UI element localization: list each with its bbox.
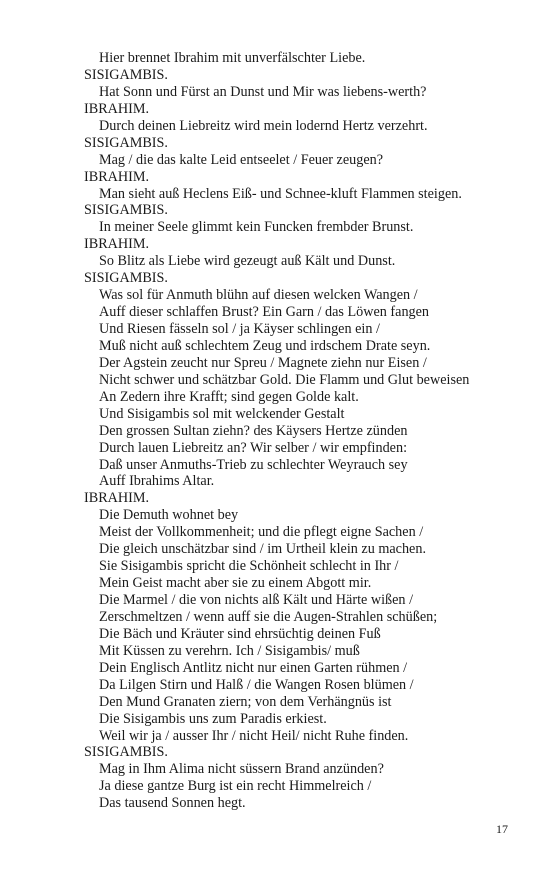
speaker-name: SISIGAMBIS.: [84, 134, 168, 151]
verse-line: Durch deinen Liebreitz wird mein lodernd Hertz verzehrt.: [99, 117, 428, 134]
speaker-name: SISIGAMBIS.: [84, 202, 168, 219]
verse-line: Auff Ibrahims Altar.: [99, 473, 215, 490]
verse-line: So Blitz als Liebe wird gezeugt auß Kält und Dunst.: [99, 253, 396, 270]
verse-line: Auff dieser schlaffen Brust? Ein Garn / das Löwen fangen: [99, 304, 430, 321]
verse-line: Die Marmel / die von nichts alß Kält und Härte wißen /: [99, 592, 414, 608]
verse-line: Und Riesen fässeln sol / ja Käyser schlingen ein /: [99, 321, 380, 337]
verse-line: Durch lauen Liebreitz an? Wir selber / wir empfinden:: [99, 439, 408, 456]
verse-line: Meist der Vollkommenheit; und die pflegt eigne Sachen /: [99, 524, 424, 541]
verse-line: Weil wir ja / ausser Ihr / nicht Heil/ nicht Ruhe finden.: [99, 727, 409, 744]
verse-line: Die gleich unschätzbar sind / im Urtheil klein zu machen.: [99, 541, 426, 558]
verse-line: Die Bäch und Kräuter sind ehrsüchtig deinen Fuß: [99, 625, 381, 642]
verse-line: Zerschmeltzen / wenn auff sie die Augen-Strahlen schüßen;: [99, 608, 438, 625]
verse-line: Mit Küssen zu verehrn. Ich / Sisigambis/ muß: [99, 642, 360, 659]
speaker-name: SISIGAMBIS.: [84, 66, 168, 83]
verse-line: Man sieht auß Heclens Eiß- und Schnee-kluft Flammen steigen.: [99, 185, 462, 202]
verse-line: Die Demuth wohnet bey: [99, 507, 239, 524]
verse-line: Mag / die das kalte Leid entseelet / Feuer zeugen?: [99, 151, 384, 168]
speaker-name: IBRAHIM.: [84, 236, 150, 253]
speaker-name: IBRAHIM.: [84, 168, 150, 185]
speaker-name: IBRAHIM.: [84, 490, 150, 507]
verse-line: Was sol für Anmuth blühn auf diesen welcken Wangen /: [99, 287, 418, 304]
verse-line: Sie Sisigambis spricht die Schönheit schlecht in Ihr /: [99, 558, 399, 575]
verse-line: Hat Sonn und Fürst an Dunst und Mir was liebens-werth?: [99, 83, 427, 100]
verse-line: Daß unser Anmuths-Trieb zu schlechter Weyrauch sey: [99, 456, 408, 473]
verse-line: In meiner Seele glimmt kein Funcken frembder Brunst.: [99, 219, 414, 236]
verse-line: Den Mund Granaten ziern; von dem Verhängnüs ist: [99, 693, 392, 710]
verse-line: Der Agstein zeucht nur Spreu / Magnete ziehn nur Eisen /: [99, 354, 427, 371]
verse-line: Ja diese gantze Burg ist ein recht Himmelreich /: [99, 778, 372, 795]
verse-line: Dein Englisch Antlitz nicht nur einen Garten rühmen /: [99, 659, 408, 676]
verse-line: Mein Geist macht aber sie zu einem Abgott mir.: [99, 575, 372, 592]
verse-line: Und Sisigambis sol mit welckender Gestalt: [99, 405, 345, 422]
play-text: [84, 50, 524, 812]
speaker-name: IBRAHIM.: [84, 100, 150, 117]
verse-line: Nicht schwer und schätzbar Gold. Die Flamm und Glut beweisen: [99, 371, 470, 388]
page-number: 17: [496, 822, 508, 836]
verse-line: An Zedern ihre Krafft; sind gegen Golde kalt.: [99, 388, 359, 405]
speaker-name: SISIGAMBIS.: [84, 270, 168, 287]
verse-line: Den grossen Sultan ziehn? des Käysers Hertze zünden: [99, 422, 408, 439]
verse-line: Da Lilgen Stirn und Halß / die Wangen Rosen blümen /: [99, 676, 414, 693]
speaker-name: SISIGAMBIS.: [84, 744, 168, 761]
verse-line: Das tausend Sonnen hegt.: [99, 795, 246, 812]
verse-line: Mag in Ihm Alima nicht süssern Brand anzünden?: [99, 761, 384, 778]
verse-line: Hier brennet Ibrahim mit unverfälschter Liebe.: [99, 50, 366, 66]
verse-line: Muß nicht auß schlechtem Zeug und irdschem Drate seyn.: [99, 337, 431, 354]
verse-line: Die Sisigambis uns zum Paradis erkiest.: [99, 710, 327, 727]
